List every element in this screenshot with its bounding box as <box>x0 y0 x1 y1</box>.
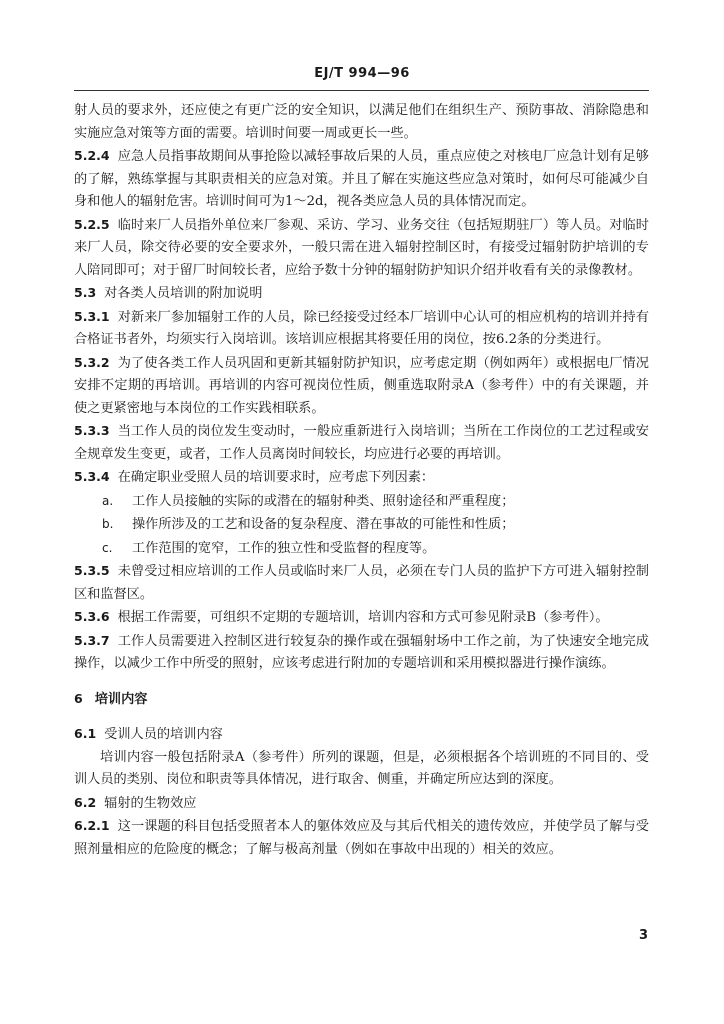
clause-number: 5.2.4 <box>74 148 110 163</box>
page-body <box>74 100 649 861</box>
clause-number: 5.3.1 <box>74 308 110 324</box>
clause-5-3-6: 5.3.6 根据工作需要，可组织不定期的专题培训，培训内容和方式可参见附录B（参考件）。 <box>74 609 609 625</box>
header-rule <box>74 90 649 91</box>
clause-5-3-4: 5.3.4 在确定职业受照人员的培训要求时，应考虑下列因素： <box>74 469 435 485</box>
clause-number: 5.3 <box>74 285 97 300</box>
clause-number: 6.2 <box>74 794 97 810</box>
clause-6-1-text: 培训内容一般包括附录A（参考件）所列的课题，但是，必须根据各个培训班的不同目的、受训人员的类别、岗位和职责等具体情况，进行取舍、侧重，并确定所应达到的深度。 <box>74 749 649 787</box>
clause-6-2-heading: 6.2 辐射的生物效应 <box>74 794 197 811</box>
page-number: 3 <box>638 928 648 943</box>
clause-5-3-1: 5.3.1 对新来厂参加辐射工作的人员，除已经接受过经本厂培训中心认可的相应机构的培训并持有合格证书者外，均须实行入岗培训。该培训应根据其将要任用的岗位，按6.2条的分类进行。 <box>74 308 649 347</box>
clause-5-3: 5.3 对各类人员培训的附加说明 <box>74 285 263 301</box>
clause-5-2-5: 5.2.5 临时来厂人员指外单位来厂参观、采访、学习、业务交往（包括短期驻厂）等人员。对临时来厂人员，除交待必要的安全要求外，一般只需在进入辐射控制区时，有接受过辐射防护培训的专人陪同即可；对于留厂时间较长者，应给予数十分钟的辐射防护知识介绍并收看有关的录像教材。 <box>74 216 649 278</box>
clause-number: 5.3.2 <box>74 354 110 370</box>
clause-5-3-5: 5.3.5 未曾受过相应培训的工作人员或临时来厂人员，必须在专门人员的监护下方可进入辐射控制区和监督区。 <box>74 563 649 602</box>
list-item: c. 工作范围的宽窄，工作的独立性和受监督的程度等。 <box>74 537 649 561</box>
list-marker: c. <box>102 540 113 555</box>
clause-5-3-7: 5.3.7 工作人员需要进入控制区进行较复杂的操作或在强辐射场中工作之前，为了快速安全地完成操作，以减少工作中所受的照射，应该考虑进行附加的专题培训和采用模拟器进行操作演练。 <box>74 632 649 671</box>
clause-number: 6.2.1 <box>74 818 110 833</box>
clause-number: 5.2.5 <box>74 216 110 232</box>
clause-6-1-heading: 6.1 受训人员的培训内容 <box>74 726 223 742</box>
section-number: 6 <box>74 690 83 706</box>
clause-number: 5.3.5 <box>74 563 110 578</box>
clause-5-3-2: 5.3.2 为了使各类工作人员巩固和更新其辐射防护知识，应考虑定期（例如两年）或根据电厂情况安排不定期的再培训。再培训的内容可视岗位性质，侧重选取附录A（参考件）中的有关课题，并使之更紧密地与本岗位的工作实践相联系。 <box>74 354 649 416</box>
list-marker: b. <box>102 517 114 531</box>
clause-5-3-3: 5.3.3 当工作人员的岗位发生变动时，一般应重新进行入岗培训；当所在工作岗位的工艺过程或安全规章发生变更，或者，工作人员离岗时间较长，均应进行必要的再培训。 <box>74 423 649 462</box>
clause-number: 5.3.7 <box>74 632 110 648</box>
clause-6-2-1: 6.2.1 这一课题的科目包括受照者本人的躯体效应及与其后代相关的遗传效应，并使学员了解与受照剂量相应的危险度的概念；了解与极高剂量（例如在事故中出现的）相关的效应。 <box>74 818 649 857</box>
document-code: EJ/T 994—96 <box>314 66 410 81</box>
clause-number: 5.3.4 <box>74 469 110 484</box>
clause-number: 6.1 <box>74 726 97 741</box>
paragraph-continuation: 射人员的要求外，还应使之有更广泛的安全知识，以满足他们在组织生产、预防事故、消除隐患和实施应急对策等方面的需要。培训时间要一周或更长一些。 <box>74 103 649 141</box>
section-6-heading: 6 培训内容 <box>74 690 148 707</box>
list-marker: a. <box>102 493 114 508</box>
list-item: a. 工作人员接触的实际的或潜在的辐射种类、照射途径和严重程度； <box>74 490 649 514</box>
clause-number: 5.3.6 <box>74 609 110 624</box>
clause-number: 5.3.3 <box>74 423 110 438</box>
clause-5-2-4: 5.2.4 应急人员指事故期间从事抢险以减轻事故后果的人员，重点应使之对核电厂应急计划有足够的了解，熟练掌握与其职责相关的应急对策。并且了解在实施这些应急对策时，如何尽可能减少自身和他人的辐射危害。培训时间可为1～2d，视各类应急人员的具体情况而定。 <box>74 148 649 209</box>
list-item: b. 操作所涉及的工艺和设备的复杂程度、潜在事故的可能性和性质； <box>74 513 649 537</box>
